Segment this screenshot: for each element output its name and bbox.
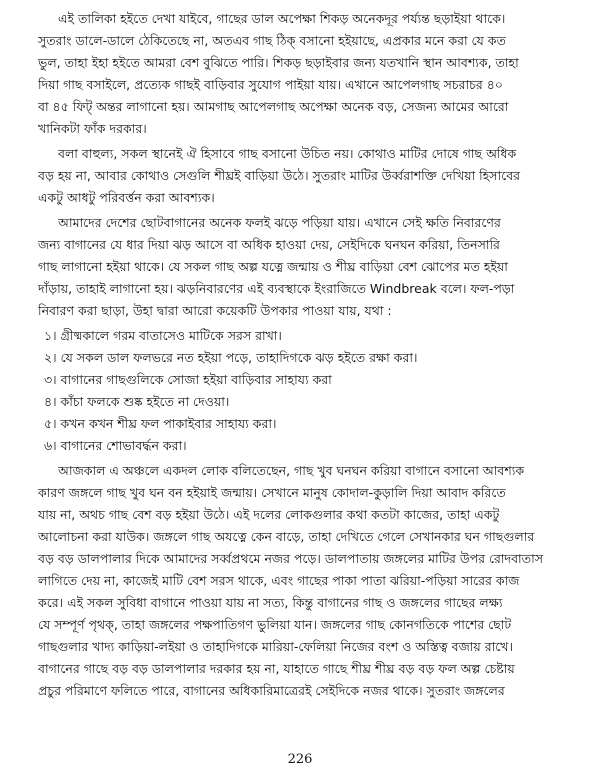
list-item: ৬। বাগানের শোভাবর্দ্ধন করা। — [44, 438, 187, 453]
page-number: 226 — [287, 752, 313, 767]
text-line: লাগিতে দেয় না, কাজেই মাটি বেশ সরস থাকে, এবং গাছের পাকা পাতা ঝরিয়া-পড়িয়া সারের কাজ — [38, 573, 520, 588]
windbreak-benefits-list — [38, 325, 558, 457]
paragraph-jungle-comparison — [38, 460, 558, 702]
text-line: বা ৪৫ ফিট্ অন্তর লাগানো হয়। আমগাছ আপেলগাছ অপেক্ষা অনেক বড়, সেজন্য আমের আরো — [38, 99, 509, 114]
text-line: আলোচনা করা যাউক। জঙ্গলে গাছ অযত্নে কেন বাড়ে, তাহা দেখিতে গেলে সেখানকার ঘন গাছগুলার — [38, 529, 535, 544]
text-line: কারণ জঙ্গলে গাছ খুব ঘন বন হইয়াই জন্মায়। সেখানে মানুষ কোদাল-কুড়ালি দিয়া আবাদ করিতে — [38, 485, 506, 500]
text-line: নিবারণ করা ছাড়া, উহা দ্বারা আরো কয়েকটি উপকার পাওয়া যায়, যথা : — [38, 303, 392, 318]
text-line: বড় হয় না, আবার কোথাও সেগুলি শীঘ্রই বাড়িয়া উঠে। সুতরাং মাটির উর্ব্বরাশক্তি দেখিয়া হিসাবের — [38, 168, 521, 183]
text-line: সুতরাং ডালে-ডালে ঠেকিতেছে না, অতএব গাছ ঠিক্ বসানো হইয়াছে, এপ্রকার মনে করা যে কত — [38, 33, 506, 48]
text-line: বড় বড় ডালপালার দিকে আমাদের সর্ব্বপ্রথমে নজর পড়ে। ডালপাতায় জঙ্গলের মাটির উপর রোদবাতাস — [38, 551, 543, 566]
text-line: খানিকটা ফাঁক দরকার। — [38, 121, 147, 136]
text-line: ভুল, তাহা ইহা হইতে আমরা বেশ বুঝিতে পারি। শিকড় ছড়াইবার জন্য যতখানি স্থান আবশ্যক, তাহা — [38, 55, 519, 70]
text-line: প্রচুর পরিমাণে ফলিতে পারে, বাগানের অধিকারিমাত্রেরই সেইদিকে নজর থাকে। সুতরাং জঙ্গলের — [38, 683, 505, 698]
paragraph-tree-spacing — [38, 8, 558, 140]
text-line: বাগানের গাছে বড় বড় ডালপালার দরকার হয় না, যাহাতে গাছে শীঘ্র শীঘ্র বড় বড় ফল অল্প চেষ্টায় — [38, 661, 515, 676]
paragraph-soil-fertility — [38, 143, 558, 209]
text-line: যায় না, অথচ গাছ বেশ বড় হইয়া উঠে। এই দলের লোকগুলার কথা কতটা কাজের, তাহা একটু — [38, 507, 500, 522]
text-line: আজকাল এ অঞ্চলে একদল লোক বলিতেছেন, গাছ খুব ঘনঘন করিয়া বাগানে বসানো আবশ্যক — [58, 463, 525, 478]
text-line: গাছগুলার খাদ্য কাড়িয়া-লইয়া ও তাহাদিগকে মারিয়া-ফেলিয়া নিজের বংশ ও অস্তিত্ব বজায় রাখে। — [38, 639, 513, 654]
list-item: ২। যে সকল ডাল ফলভরে নত হইয়া পড়ে, তাহাদিগকে ঝড় হইতে রক্ষা করা। — [44, 350, 418, 365]
paragraph-windbreak — [38, 212, 558, 322]
text-line: বলা বাহুল্য, সকল স্থানেই ঐ হিসাবে গাছ বসানো উচিত নয়। কোথাও মাটির দোষে গাছ অধিক — [58, 146, 517, 161]
text-line: জন্য বাগানের যে ধার দিয়া ঝড় আসে বা অধিক হাওয়া দেয়, সেইদিকে ঘনঘন করিয়া, তিনসারি — [38, 237, 500, 252]
text-line: এই তালিকা হইতে দেখা যাইবে, গাছের ডাল অপেক্ষা শিকড় অনেকদূর পর্য্যন্ত ছড়াইয়া থাকে। — [58, 11, 506, 26]
list-item: ৪। কাঁচা ফলকে শুষ্ক হইতে না দেওয়া। — [44, 394, 230, 409]
text-line: যে সম্পূর্ণ পৃথক্, তাহা জঙ্গলের পক্ষপাতিগণ ভুলিয়া যান। জঙ্গলের গাছ কোনগতিকে পাশের ছোট — [38, 617, 512, 632]
text-line: দিয়া গাছ বসাইলে, প্রত্যেক গাছই বাড়িবার সুযোগ পাইয়া যায়। এখানে আপেলগাছ সচরাচর ৪০ — [38, 77, 503, 92]
list-item: ৫। কখন কখন শীঘ্র ফল পাকাইবার সাহায্য করা। — [44, 416, 277, 431]
list-item: ৩। বাগানের গাছগুলিকে সোজা হইয়া বাড়িবার সাহায্য করা — [44, 372, 332, 387]
text-line: করে। এই সকল সুবিধা বাগানে পাওয়া যায় না সত্য, কিন্তু বাগানের গাছ ও জঙ্গলের গাছের লক্ষ্য — [38, 595, 503, 610]
text-line: গাছ লাগানো হইয়া থাকে। যে সকল গাছ অল্প যত্নে জন্মায় ও শীঘ্র বাড়িয়া বেশ ঝোপের মত হইয়া — [38, 259, 508, 274]
text-line: দাঁড়ায়, তাহাই লাগানো হয়। ঝড়নিবারণের এই ব্যবস্থাকে ইংরাজিতে Windbreak বলে। ফল-পড়া — [38, 281, 515, 296]
text-line: একটু আধটু পরিবর্ত্তন করা আবশ্যক। — [38, 190, 215, 205]
list-item: ১। গ্রীষ্মকালে গরম বাতাসেও মাটিকে সরস রাখা। — [44, 328, 282, 343]
text-line: আমাদের দেশের ছোটবাগানের অনেক ফলই ঝড়ে পড়িয়া যায়। এখানে সেই ক্ষতি নিবারণের — [58, 215, 501, 230]
